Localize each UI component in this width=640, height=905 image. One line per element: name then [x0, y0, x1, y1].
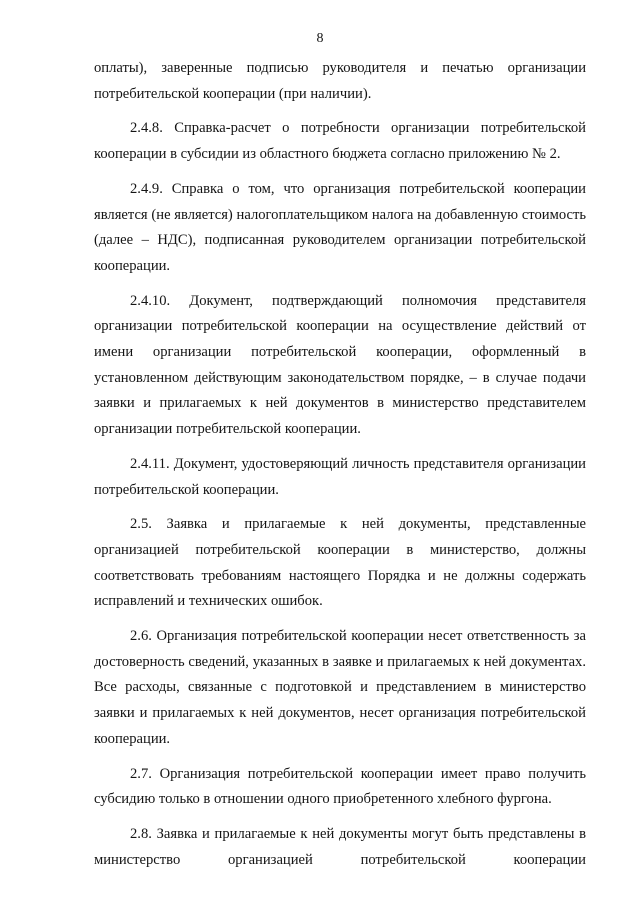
paragraph-continuation: оплаты), заверенные подписью руководителя и печатью организации потребительской кооперации (при наличии). — [94, 60, 586, 102]
paragraph-2-8: 2.8. Заявка и прилагаемые к ней документы могут быть представлены в министерство организацией потребительской кооперации — [94, 825, 586, 868]
paragraph-2-5: 2.5. Заявка и прилагаемые к ней документы, представленные организацией потребительской кооперации в министерство, должны соответствовать требованиям настоящего Порядка и не должны содержать исправлений и технических ошибок. — [94, 516, 586, 610]
paragraph-2-4-8: 2.4.8. Справка-расчет о потребности организации потребительской кооперации в субсидии из областного бюджета согласно приложению № 2. — [94, 120, 586, 163]
paragraph-2-4-10: 2.4.10. Документ, подтверждающий полномочия представителя организации потребительской кооперации на осуществление действий от имени организации потребительской кооперации, оформленный в установленном действующим законодательством порядке, – в случае подачи заявки и прилагаемых к ней документов в министерство представителем организации потребительской кооперации. — [94, 292, 586, 438]
paragraph-2-4-9: 2.4.9. Справка о том, что организация потребительской кооперации является (не является) налогоплательщиком налога на добавленную стоимость (далее – НДС), подписанная руководителем организации потребительской кооперации. — [94, 180, 586, 274]
paragraph-2-6: 2.6. Организация потребительской кооперации несет ответственность за достоверность сведений, указанных в заявке и прилагаемых к ней документах. Все расходы, связанные с подготовкой и представлением в министерство заявки и прилагаемых к ней документов, несет организация потребительской кооперации. — [94, 628, 586, 747]
paragraph-2-7: 2.7. Организация потребительской кооперации имеет право получить субсидию только в отношении одного приобретенного хлебного фургона. — [94, 765, 586, 808]
document-body — [94, 56, 586, 882]
page-number: 8 — [316, 31, 324, 46]
paragraph-2-4-11: 2.4.11. Документ, удостоверяющий личность представителя организации потребительской кооперации. — [94, 455, 586, 498]
